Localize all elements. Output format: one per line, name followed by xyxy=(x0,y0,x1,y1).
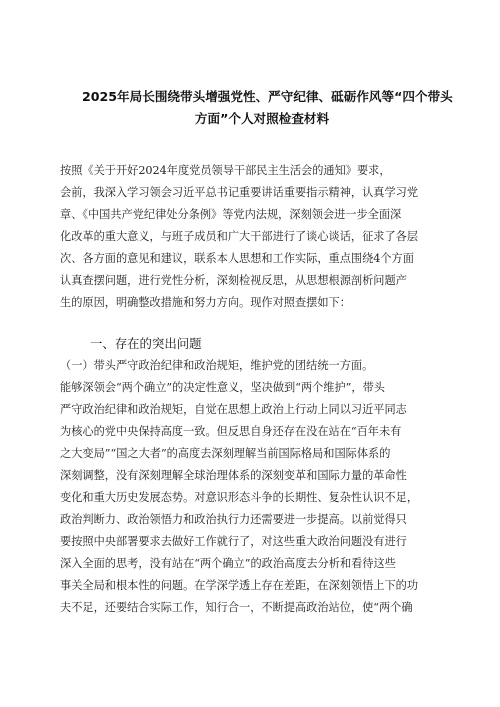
text-line: 事关全局和根本性的问题。在学深学透上存在差距，在深刻领悟上下的功 xyxy=(60,579,419,592)
text-line: 变化和重大历史发展态势。对意识形态斗争的长期性、复杂性认识不足， xyxy=(60,491,419,504)
text-line: 深刻调整，没有深刻理解全球治理体系的深刻变革和国际力量的革命性 xyxy=(60,469,407,482)
text-line: 认真查摆问题，进行党性分析，深刻检视反思，从思想根源剖析问题产 xyxy=(60,274,407,287)
text-line: 化改革的重大意义，与班子成员和广大干部进行了谈心谈话，征求了各层 xyxy=(60,230,419,243)
text-line: 生的原因，明确整改措施和努力方向。现作对照查摆如下： xyxy=(60,296,351,309)
title-line: 2025年局长围绕带头增强党性、严守纪律、砥砺作风等“四个带头 xyxy=(82,89,453,104)
body-paragraph xyxy=(60,355,460,619)
text-line: 深入全面的思考，没有站在“两个确立”的政治高度去分析和看待这些 xyxy=(60,557,396,570)
text-line: 之大变局”“国之大者”的高度去深刻理解当前国际格局和国际体系的 xyxy=(60,447,391,460)
text-line: 能够深领会“两个确立”的决定性意义，坚决做到“两个维护”，带头 xyxy=(60,381,385,394)
text-line: 章、《中国共产党纪律处分条例》等党内法规，深刻领会进一步全面深 xyxy=(60,208,402,221)
intro-paragraph xyxy=(60,160,460,314)
text-line: 政治判断力、政治领悟力和政治执行力还需要进一步提高。以前觉得只 xyxy=(60,513,407,526)
text-line: 严守政治纪律和政治规矩，自觉在思想上政治上行动上同以习近平同志 xyxy=(60,403,407,416)
text-line: 为核心的党中央保持高度一致。但反思自身还存在没在站在“百年未有 xyxy=(60,425,402,438)
text-line: 次、各方面的意见和建议，联系本人思想和工作实际，重点围绕4个方面 xyxy=(60,252,414,265)
title-line: 方面”个人对照检查材料 xyxy=(194,111,330,126)
text-line: 夫不足，还要结合实际工作，知行合一，不断提高政治站位，使“两个确 xyxy=(60,601,413,614)
text-line: （一）带头严守政治纪律和政治规矩，维护党的团结统一方面。 xyxy=(60,359,374,372)
document-title xyxy=(82,86,453,130)
section-heading: 一、存在的突出问题 xyxy=(90,336,202,351)
text-line: 要按照中央部署要求去做好工作就行了，对这些重大政治问题没有进行 xyxy=(60,535,407,548)
text-line: 按照《关于开好2024年度党员领导干部民主生活会的通知》要求， xyxy=(60,164,391,177)
text-line: 会前，我深入学习领会习近平总书记重要讲话重要指示精神，认真学习党 xyxy=(60,186,419,199)
